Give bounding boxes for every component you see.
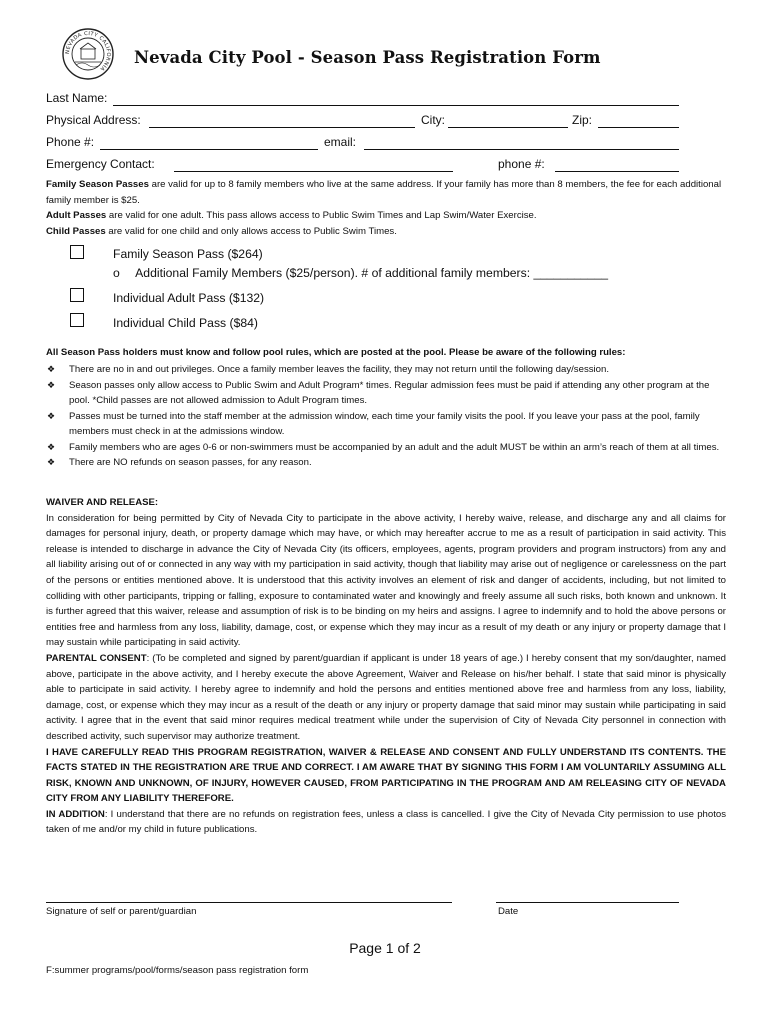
child-pass-option-label: Individual Child Pass ($84) [113, 316, 258, 330]
family-pass-option-label: Family Season Pass ($264) [113, 247, 263, 261]
zip-label: Zip: [572, 113, 593, 127]
additional-members-bullet: o [113, 266, 120, 280]
child-pass-info [46, 224, 726, 240]
rule-item [46, 378, 726, 409]
adult-pass-option-label: Individual Adult Pass ($132) [113, 291, 265, 305]
email-input[interactable] [364, 149, 679, 150]
adult-pass-term: Adult Passes [46, 210, 107, 221]
seal-text: NEVADA CITY CALIFORNIA [64, 30, 112, 72]
last-name-row [46, 91, 686, 109]
additional-members-label: Additional Family Members ($25/person). # of additional family members: ___________ [135, 266, 609, 280]
rule-bullet-icon: ❖ [47, 379, 56, 390]
rule-bullet-icon: ❖ [47, 410, 56, 421]
rule-text: There are NO refunds on season passes, for any reason. [69, 457, 312, 468]
family-pass-text: are valid for up to 8 family members who live at the same address. If your family has more than 8 members, the fee for each additional family member is $25. [46, 179, 722, 206]
page-number: Page 1 of 2 [349, 940, 421, 956]
emergency-phone-label: phone #: [498, 157, 545, 171]
parental-consent-term: PARENTAL CONSENT [46, 652, 147, 664]
child-pass-checkbox[interactable] [70, 313, 84, 327]
rule-item [46, 409, 726, 440]
signature-input[interactable] [46, 902, 452, 903]
contact-row [46, 135, 686, 153]
family-pass-checkbox[interactable] [70, 245, 84, 259]
emergency-row [46, 157, 686, 175]
parental-consent-text: : (To be completed and signed by parent/guardian if applicant is under 18 years of age.) I hereby consent that my son/daughter, named above, participate in the above activity, and I hereby execute the above Agreement, Waiver and Release on his/her behalf. I state that said minor is physically able to participate in said activity. I hereby agree to indemnify and hold the persons and entities mentioned above free and harmless from any loss, liability, damage, cost, or expense which they may incur as a result of the death or any injury or property damage that said minor may sustain while participating in said activity. I agree that in the event that said minor requires medical treatment while under the supervision of City of Nevada City personnel in connection with described activity, such supervisor may authorize treatment. [46, 652, 726, 742]
rule-bullet-icon: ❖ [47, 457, 56, 467]
additional-members-option [113, 266, 608, 280]
emergency-contact-input[interactable] [174, 171, 453, 172]
date-input[interactable] [496, 902, 679, 903]
physical-address-label: Physical Address: [46, 113, 141, 127]
emergency-phone-input[interactable] [555, 171, 679, 172]
footer-path: F:summer programs/pool/forms/season pass registration form [46, 965, 309, 976]
city-input[interactable] [448, 127, 568, 128]
page-title: Nevada City Pool - Season Pass Registration Form [134, 48, 601, 67]
adult-pass-text: are valid for one adult. This pass allows access to Public Swim Times and Lap Swim/Water Exercise. [106, 210, 537, 221]
rule-text: Passes must be turned into the staff member at the admission window, each time your family visits the pool. If you leave your pass at the pool, family members must check in at the admissions window. [69, 410, 700, 437]
adult-pass-info [46, 208, 726, 224]
signature-label: Signature of self or parent/guardian [46, 906, 197, 917]
city-label: City: [421, 113, 445, 127]
rule-item [46, 440, 726, 456]
address-row [46, 113, 686, 131]
in-addition [46, 807, 726, 838]
emergency-contact-label: Emergency Contact: [46, 157, 155, 171]
phone-input[interactable] [100, 149, 318, 150]
rules-heading: All Season Pass holders must know and follow pool rules, which are posted at the pool. Please be aware of the following rules: [46, 347, 626, 358]
rules-list [46, 362, 726, 471]
date-label: Date [498, 906, 519, 917]
rule-item [46, 455, 726, 471]
child-pass-term: Child Passes [46, 225, 106, 237]
waiver-heading: WAIVER AND RELEASE: [46, 497, 159, 508]
city-seal-icon [62, 28, 114, 80]
email-label: email: [324, 135, 357, 149]
in-addition-text: : I understand that there are no refunds on registration fees, unless a class is cancelled. I give the City of Nevada City permission to use photos taken of me and/or my child in future publications. [46, 808, 726, 836]
last-name-label: Last Name: [46, 91, 108, 105]
rule-text: There are no in and out privileges. Once a family member leaves the facility, they may not return until the following day/session. [69, 364, 610, 375]
in-addition-term: IN ADDITION [46, 808, 105, 820]
child-pass-text: are valid for one child and only allows access to Public Swim Times. [105, 225, 397, 237]
family-pass-term: Family Season Passes [46, 179, 149, 190]
rule-text: Family members who are ages 0-6 or non-swimmers must be accompanied by an adult and the adult MUST be within an arm’s reach of them at all times. [69, 441, 720, 453]
waiver-section [46, 495, 726, 838]
pass-info [46, 177, 726, 239]
family-pass-info [46, 177, 726, 208]
rule-text: Season passes only allow access to Public Swim and Adult Program* times. Regular admission fees must be paid if attending any other program at the pool. *Child passes are not allowed admission to Adult Program times. [69, 379, 710, 406]
last-name-input[interactable] [113, 105, 679, 106]
waiver-body: In consideration for being permitted by City of Nevada City to participate in the above activity, I hereby waive, release, and discharge any and all claims for damages for personal injury, death, or property damage which may have, or which may hereafter accrue to me as a result of participation in said activity. This release is intended to discharge in advance the City of Nevada City (its officers, employees, agents, program providers and program instructors) from any and all liability arising out of or connected in any way with my participation in said activity, though that liability may arise out of negligence or carelessness on the part of the persons or entities mentioned above. It is understood that this activity involves an element of risk and danger of accidents, including, but not limited to colliding with other participants, tripping or falling, exposure to contaminated water and knowingly and freely assume all such risks, both known and unknown. It is further agreed that this waiver, release and assumption of risk is to be binding on my heirs and assigns. I agree to indemnify and to hold the above persons or entities free and harmless from any loss, liability, damage, cost, or expense which they may incur as a result of my death or any injury or property damage that I may sustain while participating in said activity. [46, 512, 726, 649]
zip-input[interactable] [598, 127, 679, 128]
rule-bullet-icon: ❖ [47, 441, 56, 452]
physical-address-input[interactable] [149, 127, 415, 128]
rule-bullet-icon: ❖ [47, 364, 56, 374]
acknowledgement: I HAVE CAREFULLY READ THIS PROGRAM REGISTRATION, WAIVER & RELEASE AND CONSENT AND FULLY UNDERSTAND ITS CONTENTS. THE FACTS STATED IN THE REGISTRATION ARE TRUE AND CORRECT. I AM AWARE THAT BY SIGNING THIS FORM I AM VOLUNTARILY ASSUMING ALL RISK, KNOWN AND UNKNOWN, OF INJURY, HOWEVER CAUSED, FROM PARTICIPATING IN THE PROGRAM AND AM RELEASING CITY OF NEVADA CITY FROM ANY LIABILITY THEREFORE. [46, 746, 726, 805]
adult-pass-checkbox[interactable] [70, 288, 84, 302]
parental-consent [46, 651, 726, 745]
phone-label: Phone #: [46, 135, 95, 149]
rule-item [46, 362, 726, 378]
